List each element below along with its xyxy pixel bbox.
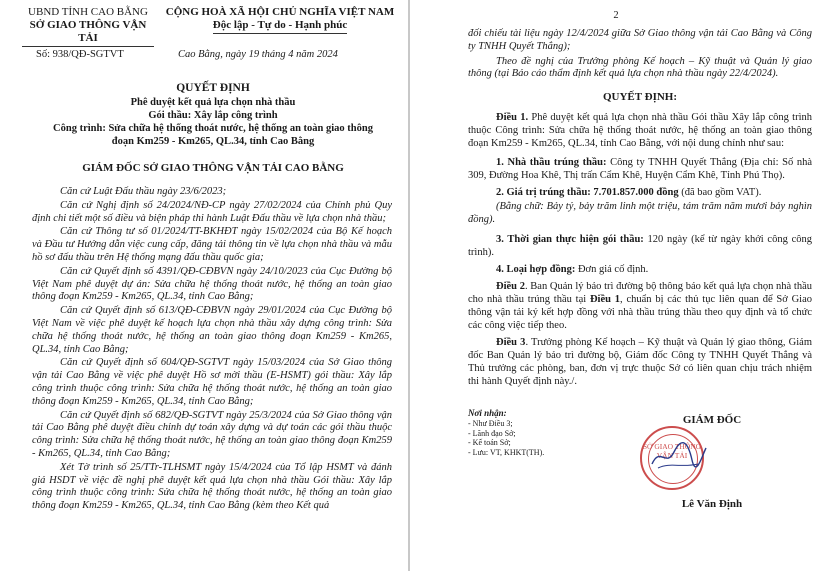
item-1-winner: 1. Nhà thầu trúng thầu: Công ty TNHH Quyết Thắng (Địa chỉ: Số nhà 309, Đường Hoa Khê, Thị trấn Cẩm Khê, Huyện Cẩm Khê, Tỉnh Phú Thọ).	[468, 157, 813, 182]
item-2-value: 2. Giá trị trúng thầu: 7.701.857.000 đồng (đã bao gồm VAT).	[496, 187, 762, 199]
proposal-paragraph: Theo đề nghị của Trưởng phòng Kế hoạch – Kỹ thuật và Quản lý giao thông (tại Báo cáo thẩm định kết quả lựa chọn nhà thầu ngày 22/4/2024).	[468, 55, 812, 80]
basis-item: Căn cứ Nghị định số 24/2024/NĐ-CP ngày 27/02/2024 của Chính phủ Quy định chi tiết một số điều và biện pháp thi hành Luật Đấu thầu về lựa chọn nhà thầu;	[32, 199, 392, 224]
basis-item: Căn cứ Quyết định số 604/QĐ-SGTVT ngày 15/03/2024 của Sở Giao thông vận tải Cao Bằng về việc phê duyệt Hồ sơ mời thầu (E-HSMT) gói thầu: Xây lắp công trình thuộc công trình: Sửa chữa hệ thống thoát nước, hệ thống an toàn giao thông đoạn Km259 - Km265, QL.34, tỉnh Cao Bằng;	[32, 357, 392, 407]
article-2: Điều 2. Ban Quản lý bảo trì đường bộ thông báo kết quả lựa chọn nhà thầu cho nhà thầu trúng thầu tại Điều 1, chuẩn bị các thủ tục liên quan để Sở Giao thông vận tải ký kết hợp đồng với nhà thầu trúng thầu theo quy định và tổ chức các công việc tiếp theo.	[468, 280, 813, 331]
recipient-item: - Như Điều 3;	[468, 419, 513, 428]
document-page-1	[0, 0, 406, 571]
basis-list	[32, 186, 392, 513]
signer-name: Lê Văn Định	[681, 498, 743, 510]
page-number: 2	[613, 10, 619, 21]
signer-title: GIÁM ĐỐC	[682, 414, 742, 426]
basis-item: Căn cứ Quyết định số 613/QĐ-CĐBVN ngày 29/01/2024 của Cục Đường bộ Việt Nam về việc phê duyệt kế hoạch lựa chọn nhà thầu xây dựng công trình: Sửa chữa hệ thống thoát nước, hệ thống an toàn giao thông đoạn Km259 - Km265, QL.34, tỉnh Cao Bằng;	[32, 305, 392, 355]
recipient-item: - Kế toán Sở;	[468, 438, 511, 447]
basis-item: Căn cứ Quyết định số 4391/QĐ-CĐBVN ngày 24/10/2023 của Cục Đường bộ Việt Nam phê duyệt dự án: Sửa chữa hệ thống thoát nước, hệ thống an toàn giao thông đoạn Km259 - Km265, QL.34, tỉnh Cao Bằng;	[32, 265, 392, 303]
national-motto	[160, 6, 400, 34]
recipients-title: Nơi nhận:	[468, 408, 507, 418]
country-line1: CỘNG HOÀ XÃ HỘI CHỦ NGHĨA VIỆT NAM	[165, 6, 395, 18]
subtitle-3: Công trình: Sửa chữa hệ thống thoát nước, hệ thống an toàn giao thông	[53, 123, 373, 134]
page-divider	[408, 0, 410, 571]
basis-item: Căn cứ Thông tư số 01/2024/TT-BKHĐT ngày 15/02/2024 của Bộ Kế hoạch và Đầu tư Hướng dẫn việc cung cấp, đăng tải thông tin về lựa chọn nhà thầu và mẫu hồ sơ đấu thầu trên Hệ thống mạng đấu thầu quốc gia;	[32, 226, 392, 263]
place-date: Cao Bằng, ngày 19 tháng 4 năm 2024	[178, 49, 338, 60]
doc-title: QUYẾT ĐỊNH	[176, 82, 250, 94]
subtitle-1: Phê duyệt kết quả lựa chọn nhà thầu	[130, 97, 296, 108]
basis-item: Căn cứ Luật Đấu thầu ngày 23/6/2023;	[60, 186, 227, 197]
recipients-block	[468, 408, 618, 457]
subtitle-2: Gói thầu: Xây lắp công trình	[148, 110, 278, 121]
item-4-contract-type: 4. Loại hợp đồng: Đơn giá cố định.	[496, 263, 649, 275]
document-page-2	[412, 0, 820, 571]
recipient-item: - Lãnh đạo Sở;	[468, 428, 516, 438]
stamp-text: SỞ GIAO THÔNG VẬN TẢI	[642, 442, 702, 460]
agency-header	[22, 6, 154, 47]
agency-line2: SỞ GIAO THÔNG VẬN TẢI	[22, 19, 154, 47]
decides-heading: QUYẾT ĐỊNH:	[602, 91, 678, 104]
basis-item: Căn cứ Quyết định số 682/QĐ-SGTVT ngày 25/3/2024 của Sở Giao thông vận tải Cao Bằng phê duyệt điều chỉnh dự toán xây dựng và dự toán các gói thầu thuộc công trình: Sửa chữa hệ thống thoát nước, hệ thống an toàn giao thông đoạn Km259 - Km265, QL.34, tỉnh Cao Bằng;	[32, 409, 392, 459]
signature-icon	[648, 438, 708, 474]
agency-line1: UBND TỈNH CAO BẰNG	[28, 6, 148, 18]
item-2-words: (Bằng chữ: Bảy tỷ, bảy trăm linh một triệu, tám trăm năm mươi bảy nghìn đồng).	[468, 201, 812, 225]
basis-item: Xét Tờ trình số 25/TTr-TLHSMT ngày 15/4/2024 của Tổ lập HSMT và đánh giá HSDT về việc đề nghị phê duyệt kết quả lựa chọn nhà thầu Gói thầu: Xây lắp công trình thuộc công trình: Sửa chữa hệ thống thoát nước, hệ thống an toàn giao thông đoạn Km259 - Km265, QL.34, tỉnh Cao Bằng (kèm theo Kết quả	[32, 461, 392, 512]
item-3-duration: 3. Thời gian thực hiện gói thầu: 120 ngày (kể từ ngày khởi công công trình).	[468, 233, 812, 258]
continued-paragraph: đối chiếu tài liệu ngày 12/4/2024 giữa Sở Giao thông vận tải Cao Bằng và Công ty TNHH Quyết Thắng);	[468, 28, 812, 52]
article-1: Điều 1. Phê duyệt kết quả lựa chọn nhà thầu Gói thầu Xây lắp công trình thuộc Công trình: Sửa chữa hệ thống thoát nước, hệ thống an toàn giao thông đoạn Km259 - Km265, QL.34, tỉnh Cao Bằng, với nội dung chính như sau:	[468, 112, 812, 150]
country-line2: Độc lập - Tự do - Hạnh phúc	[213, 19, 347, 34]
recipient-item: - Lưu: VT, KHKT(TH).	[468, 447, 545, 457]
subtitle-4: đoạn Km259 - Km265, QL.34, tỉnh Cao Bằng	[111, 136, 315, 147]
article-3: Điều 3. Trưởng phòng Kế hoạch – Kỹ thuật và Quản lý giao thông, Giám đốc Ban Quản lý bảo trì đường bộ, Giám đốc Công ty TNHH Quyết Thắng và Thủ trưởng các phòng, ban, đơn vị trực thuộc Sở có liên quan chịu trách nhiệm thi hành Quyết định này./.	[468, 336, 812, 387]
authority: GIÁM ĐỐC SỞ GIAO THÔNG VẬN TẢI CAO BẰNG	[82, 162, 344, 174]
doc-number: Số: 938/QĐ-SGTVT	[36, 49, 124, 60]
